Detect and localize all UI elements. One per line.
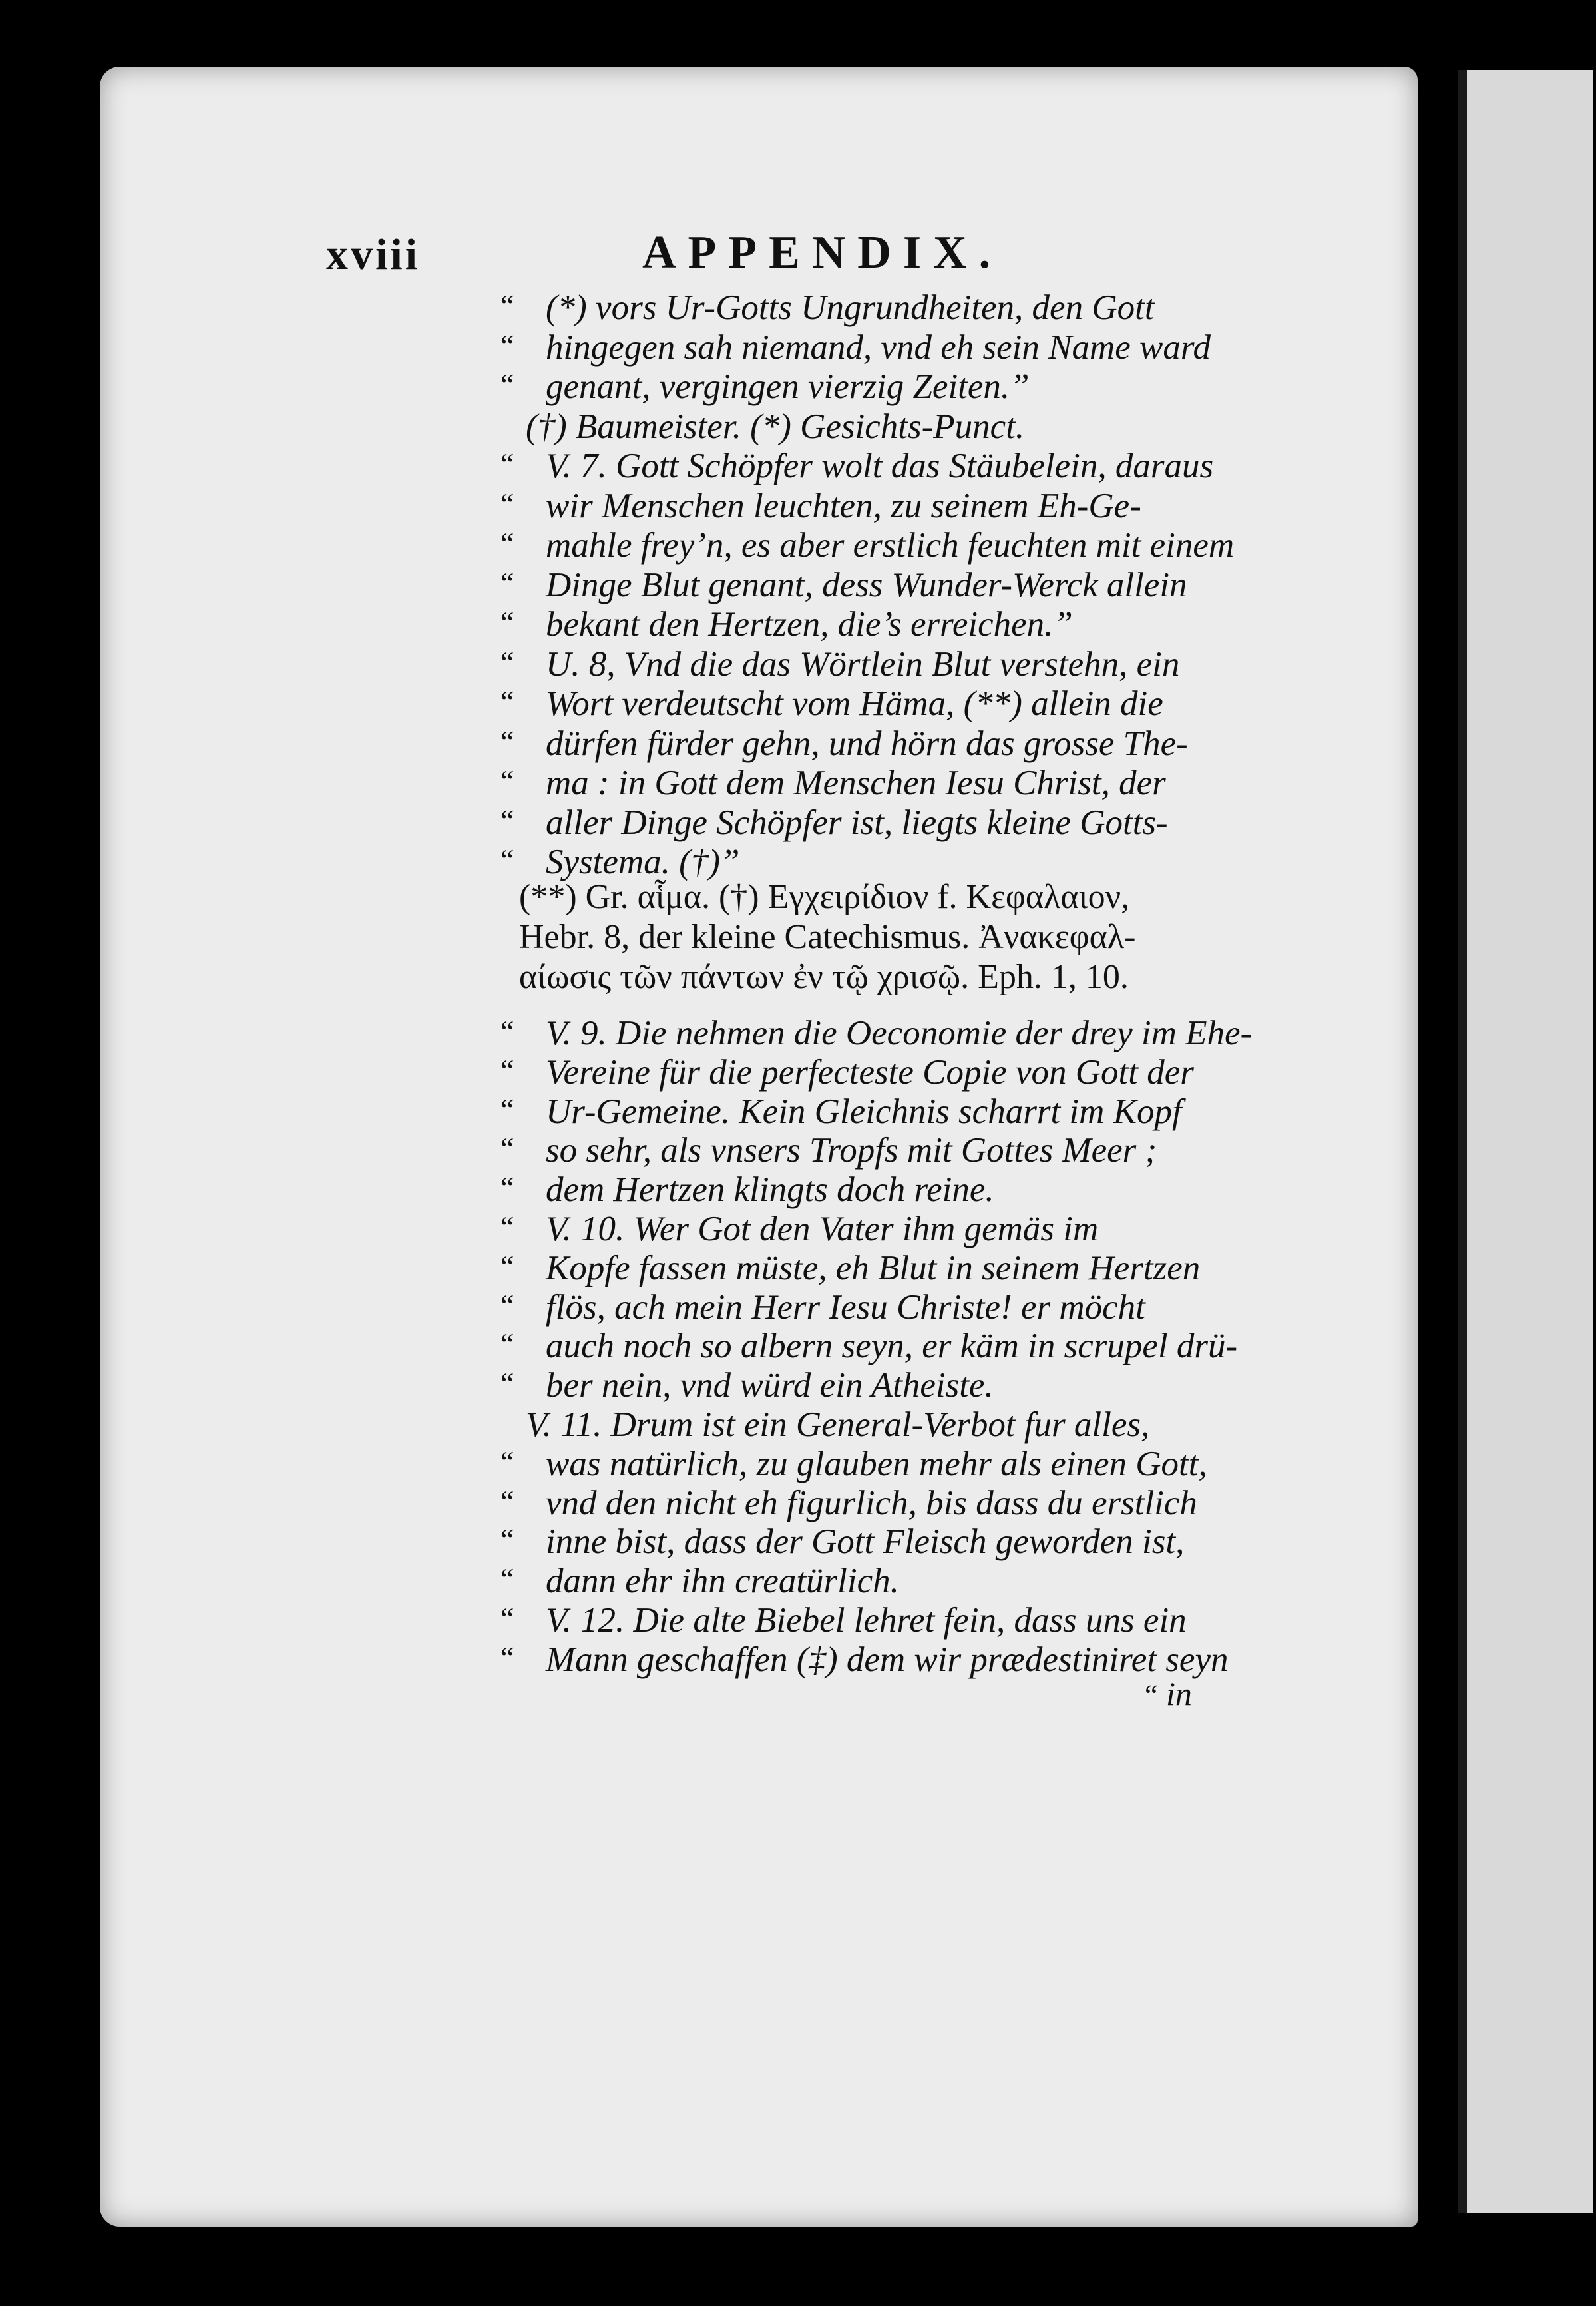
quote-mark: “ bbox=[500, 684, 514, 718]
line-text: genant, vergingen vierzig Zeiten.” bbox=[546, 367, 1030, 406]
line-text: Wort verdeutscht vom Häma, (**) allein die bbox=[546, 684, 1163, 723]
line-text: Systema. (†)” bbox=[546, 843, 740, 881]
line-text: V. 12. Die alte Biebel lehret fein, dass uns ein bbox=[546, 1601, 1187, 1640]
quote-mark: “ bbox=[500, 565, 514, 600]
quote-mark: “ bbox=[500, 1366, 514, 1401]
quote-mark: “ bbox=[500, 1131, 514, 1166]
line-text: V. 7. Gott Schöpfer wolt das Stäubelein, daraus bbox=[546, 447, 1214, 485]
line-text: bekant den Hertzen, die’s erreichen.” bbox=[546, 605, 1073, 644]
catchword-quote: “ bbox=[1145, 1679, 1158, 1712]
line-text: V. 9. Die nehmen die Oeconomie der drey im Ehe- bbox=[546, 1014, 1253, 1052]
quote-mark: “ bbox=[500, 644, 514, 679]
line-text: V. 10. Wer Got den Vater ihm gemäs im bbox=[546, 1210, 1099, 1248]
line-text: dem Hertzen klingts doch reine. bbox=[546, 1170, 994, 1210]
catchword-text: in bbox=[1166, 1675, 1192, 1712]
quote-mark: “ bbox=[500, 843, 514, 877]
quote-mark: “ bbox=[500, 1248, 514, 1283]
line-text: so sehr, als vnsers Tropfs mit Gottes Meer ; bbox=[546, 1131, 1157, 1170]
running-title: APPENDIX. bbox=[642, 227, 1003, 278]
quote-mark: “ bbox=[500, 803, 514, 837]
facing-page-edge bbox=[1458, 70, 1593, 2213]
line-text: wir Menschen leuchten, zu seinem Eh-Ge- bbox=[546, 486, 1141, 525]
quote-mark: “ bbox=[500, 1092, 514, 1126]
line-text: U. 8, Vnd die das Wörtlein Blut verstehn, ein bbox=[546, 644, 1180, 684]
quote-mark: “ bbox=[500, 1444, 514, 1479]
quote-mark: “ bbox=[500, 1210, 514, 1244]
line-text: flös, ach mein Herr Iesu Christe! er möcht bbox=[546, 1287, 1145, 1327]
line-text: V. 11. Drum ist ein General-Verbot fur alles, bbox=[526, 1405, 1150, 1444]
quote-mark: “ bbox=[500, 526, 514, 560]
quote-mark: “ bbox=[500, 1483, 514, 1518]
page-number: xviii bbox=[326, 230, 421, 279]
quote-mark: “ bbox=[500, 1522, 514, 1557]
footnote-line: αίωσις τῶν πάντων ἐν τῷ χρισῷ. Eph. 1, 10. bbox=[519, 958, 1129, 996]
quote-mark: “ bbox=[500, 1327, 514, 1361]
quote-mark: “ bbox=[500, 605, 514, 639]
line-text: inne bist, dass der Gott Fleisch geworden ist, bbox=[546, 1522, 1185, 1562]
line-text: ber nein, vnd würd ein Atheiste. bbox=[546, 1366, 994, 1405]
quote-mark: “ bbox=[500, 1640, 514, 1674]
quote-mark: “ bbox=[500, 367, 514, 401]
quote-mark: “ bbox=[500, 764, 514, 798]
quote-mark: “ bbox=[500, 1052, 514, 1087]
line-text: (*) vors Ur-Gotts Ungrundheiten, den Gott bbox=[546, 288, 1155, 327]
footnote-line: Hebr. 8, der kleine Catechismus. Ἀνακεφαλ- bbox=[519, 918, 1136, 956]
line-text: mahle frey’n, es aber erstlich feuchten mit einem bbox=[546, 526, 1235, 565]
line-text: vnd den nicht eh figurlich, bis dass du erstlich bbox=[546, 1483, 1197, 1522]
catchword bbox=[1145, 1674, 1192, 1713]
line-text: Ur-Gemeine. Kein Gleichnis scharrt im Kopf bbox=[546, 1092, 1182, 1131]
line-text: dann ehr ihn creatürlich. bbox=[546, 1562, 899, 1601]
quote-mark: “ bbox=[500, 288, 514, 322]
quote-mark: “ bbox=[500, 724, 514, 758]
line-text: Mann geschaffen (‡) dem wir prædestiniret seyn bbox=[546, 1640, 1229, 1679]
quote-mark: “ bbox=[500, 447, 514, 481]
line-text: Vereine für die perfecteste Copie von Gott der bbox=[546, 1052, 1194, 1092]
line-text: ma : in Gott dem Menschen Iesu Christ, der bbox=[546, 764, 1166, 802]
line-text: was natürlich, zu glauben mehr als einen Gott, bbox=[546, 1444, 1207, 1483]
line-text: auch noch so albern seyn, er käm in scrupel drü- bbox=[546, 1327, 1238, 1366]
line-text: hingegen sah niemand, vnd eh sein Name ward bbox=[546, 328, 1211, 367]
quote-mark: “ bbox=[500, 328, 514, 362]
quote-mark: “ bbox=[500, 1170, 514, 1205]
line-text: Kopfe fassen müste, eh Blut in seinem Hertzen bbox=[546, 1248, 1201, 1287]
quote-mark: “ bbox=[500, 1601, 514, 1635]
quote-mark: “ bbox=[500, 486, 514, 521]
footnote-line: (**) Gr. αἷμα. (†) Εγχειρίδιον f. Κεφαλαιον, bbox=[519, 878, 1130, 916]
quote-mark: “ bbox=[500, 1014, 514, 1048]
line-text: aller Dinge Schöpfer ist, liegts kleine Gotts- bbox=[546, 803, 1168, 842]
line-text: dürfen fürder gehn, und hörn das grosse The- bbox=[546, 724, 1188, 763]
quote-mark: “ bbox=[500, 1287, 514, 1322]
line-text: Dinge Blut genant, dess Wunder-Werck allein bbox=[546, 565, 1187, 604]
line-text: (†) Baumeister. (*) Gesichts-Punct. bbox=[526, 407, 1025, 446]
quote-mark: “ bbox=[500, 1562, 514, 1596]
